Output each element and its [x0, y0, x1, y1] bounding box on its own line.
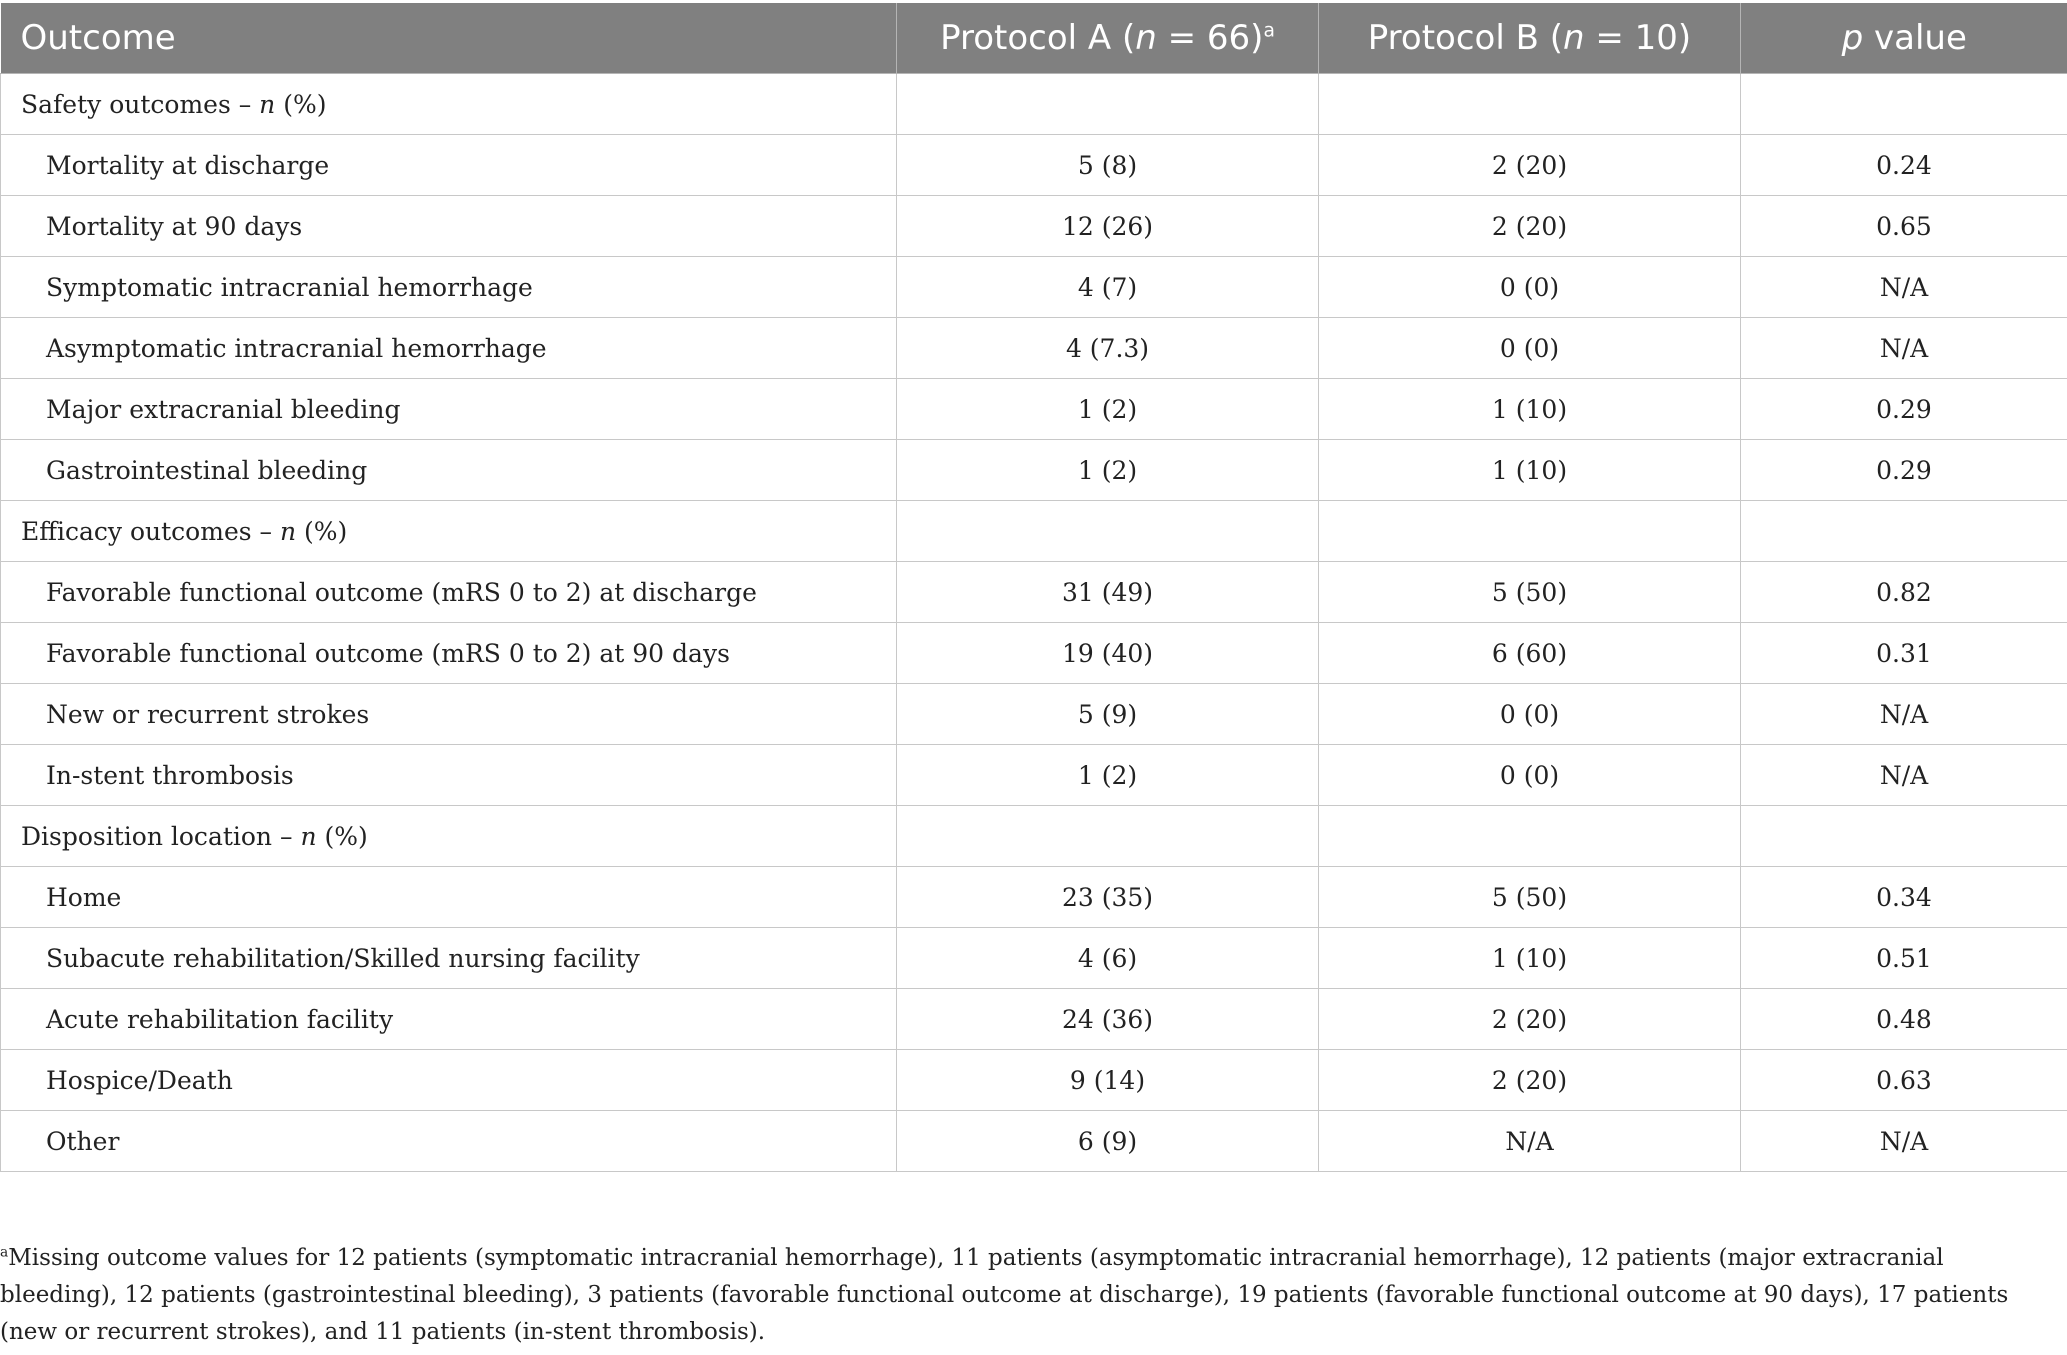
p-value: 0.24 — [1741, 135, 2067, 196]
p-value: N/A — [1741, 257, 2067, 318]
header-p-value: p value — [1741, 3, 2067, 74]
empty-cell — [1319, 501, 1741, 562]
protocol-a-value: 24 (36) — [897, 989, 1319, 1050]
row-label: Favorable functional outcome (mRS 0 to 2) at 90 days — [1, 623, 897, 684]
table-row — [1, 989, 2067, 1050]
section-title: Disposition location – n (%) — [1, 806, 897, 867]
table-row — [1, 1050, 2067, 1111]
section-title: Efficacy outcomes – n (%) — [1, 501, 897, 562]
table-row — [1, 745, 2067, 806]
section-title: Safety outcomes – n (%) — [1, 74, 897, 135]
p-value: 0.82 — [1741, 562, 2067, 623]
header-outcome: Outcome — [1, 3, 897, 74]
header-row — [1, 3, 2067, 74]
p-value: N/A — [1741, 1111, 2067, 1172]
footnote-marker: a — [0, 1244, 9, 1261]
protocol-b-value: 1 (10) — [1319, 440, 1741, 501]
protocol-b-value: 0 (0) — [1319, 318, 1741, 379]
table-row — [1, 196, 2067, 257]
p-value: 0.48 — [1741, 989, 2067, 1050]
empty-cell — [1319, 806, 1741, 867]
p-value: 0.51 — [1741, 928, 2067, 989]
row-label: Symptomatic intracranial hemorrhage — [1, 257, 897, 318]
protocol-b-value: 0 (0) — [1319, 257, 1741, 318]
protocol-a-value: 4 (7.3) — [897, 318, 1319, 379]
footnote-marker: a — [1263, 20, 1275, 42]
p-value: 0.29 — [1741, 440, 2067, 501]
outcomes-table — [0, 3, 2067, 1172]
section-header-row — [1, 501, 2067, 562]
p-value: 0.65 — [1741, 196, 2067, 257]
protocol-b-value: 2 (20) — [1319, 135, 1741, 196]
section-header-row — [1, 74, 2067, 135]
protocol-a-value: 1 (2) — [897, 745, 1319, 806]
p-value: N/A — [1741, 745, 2067, 806]
table-row — [1, 867, 2067, 928]
protocol-a-value: 5 (9) — [897, 684, 1319, 745]
protocol-b-value: N/A — [1319, 1111, 1741, 1172]
row-label: Home — [1, 867, 897, 928]
table-row — [1, 562, 2067, 623]
p-value: 0.63 — [1741, 1050, 2067, 1111]
empty-cell — [897, 806, 1319, 867]
protocol-b-value: 2 (20) — [1319, 989, 1741, 1050]
empty-cell — [1741, 74, 2067, 135]
table-row — [1, 379, 2067, 440]
table-row — [1, 623, 2067, 684]
header-protocol-b: Protocol B (n = 10) — [1319, 3, 1741, 74]
table-row — [1, 1111, 2067, 1172]
protocol-b-value: 0 (0) — [1319, 745, 1741, 806]
protocol-b-value: 6 (60) — [1319, 623, 1741, 684]
table-row — [1, 684, 2067, 745]
row-label: New or recurrent strokes — [1, 684, 897, 745]
row-label: Favorable functional outcome (mRS 0 to 2) at discharge — [1, 562, 897, 623]
protocol-a-value: 4 (7) — [897, 257, 1319, 318]
outcomes-table-container — [0, 3, 2067, 1172]
empty-cell — [897, 74, 1319, 135]
empty-cell — [1741, 806, 2067, 867]
table-row — [1, 318, 2067, 379]
p-value: 0.31 — [1741, 623, 2067, 684]
table-row — [1, 135, 2067, 196]
table-body — [1, 74, 2067, 1172]
protocol-b-value: 0 (0) — [1319, 684, 1741, 745]
protocol-a-value: 23 (35) — [897, 867, 1319, 928]
row-label: Mortality at discharge — [1, 135, 897, 196]
row-label: Acute rehabilitation facility — [1, 989, 897, 1050]
protocol-b-value: 1 (10) — [1319, 928, 1741, 989]
empty-cell — [1741, 501, 2067, 562]
protocol-a-value: 31 (49) — [897, 562, 1319, 623]
protocol-a-value: 6 (9) — [897, 1111, 1319, 1172]
row-label: In-stent thrombosis — [1, 745, 897, 806]
row-label: Other — [1, 1111, 897, 1172]
protocol-a-value: 9 (14) — [897, 1050, 1319, 1111]
p-value: 0.34 — [1741, 867, 2067, 928]
protocol-b-value: 5 (50) — [1319, 867, 1741, 928]
protocol-a-value: 1 (2) — [897, 440, 1319, 501]
section-header-row — [1, 806, 2067, 867]
table-row — [1, 928, 2067, 989]
row-label: Subacute rehabilitation/Skilled nursing facility — [1, 928, 897, 989]
row-label: Hospice/Death — [1, 1050, 897, 1111]
row-label: Gastrointestinal bleeding — [1, 440, 897, 501]
protocol-b-value: 1 (10) — [1319, 379, 1741, 440]
table-row — [1, 257, 2067, 318]
table-row — [1, 440, 2067, 501]
header-protocol-a: Protocol A (n = 66)$^a$ — [897, 3, 1319, 74]
protocol-a-value: 4 (6) — [897, 928, 1319, 989]
protocol-b-value: 2 (20) — [1319, 196, 1741, 257]
footnote-text: Missing outcome values for 12 patients (symptomatic intracranial hemorrhage), 11 patients (asymptomatic intracranial hemorrhage), 12 patients (major extracranial bleeding), 12 patients (gastrointestinal bleeding), 3 patients (favorable functional outcome at discharge), 19 patients (favorable functional outcome at 90 days), 17 patients (new or recurrent strokes), and 11 patients (in-stent thrombosis). — [0, 1245, 2009, 1345]
protocol-a-value: 12 (26) — [897, 196, 1319, 257]
protocol-a-value: 19 (40) — [897, 623, 1319, 684]
protocol-b-value: 2 (20) — [1319, 1050, 1741, 1111]
row-label: Asymptomatic intracranial hemorrhage — [1, 318, 897, 379]
p-value: N/A — [1741, 684, 2067, 745]
table-footnote — [0, 1240, 2060, 1351]
row-label: Major extracranial bleeding — [1, 379, 897, 440]
protocol-b-value: 5 (50) — [1319, 562, 1741, 623]
p-value: 0.29 — [1741, 379, 2067, 440]
empty-cell — [897, 501, 1319, 562]
protocol-a-value: 1 (2) — [897, 379, 1319, 440]
protocol-a-value: 5 (8) — [897, 135, 1319, 196]
p-value: N/A — [1741, 318, 2067, 379]
empty-cell — [1319, 74, 1741, 135]
row-label: Mortality at 90 days — [1, 196, 897, 257]
